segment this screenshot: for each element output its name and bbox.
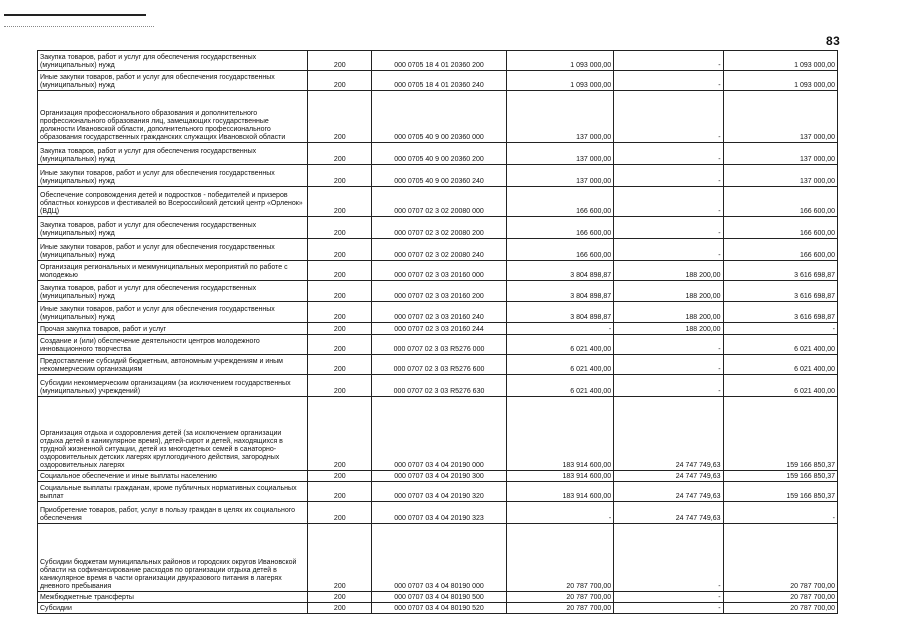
row-change-cell: - (614, 217, 723, 239)
row-name-cell: Иные закупки товаров, работ и услуг для обеспечения государственных (муниципальных) нужд (38, 165, 308, 187)
row-change-cell: 188 200,00 (614, 261, 723, 281)
table-row (38, 323, 838, 335)
table-row (38, 143, 838, 165)
row-plan-cell: 183 914 600,00 (506, 471, 613, 482)
row-change-cell: - (614, 335, 723, 355)
row-code-cell: 200 (308, 375, 372, 397)
row-name-cell: Иные закупки товаров, работ и услуг для обеспечения государственных (муниципальных) нужд (38, 71, 308, 91)
row-kbk-cell: 000 0707 03 4 04 80190 520 (372, 603, 507, 614)
row-total-cell: 6 021 400,00 (723, 355, 837, 375)
table-row (38, 502, 838, 524)
row-plan-cell: 1 093 000,00 (506, 71, 613, 91)
page-number: 83 (826, 34, 841, 48)
table-row (38, 217, 838, 239)
row-change-cell: - (614, 592, 723, 603)
row-name-cell: Закупка товаров, работ и услуг для обеспечения государственных (муниципальных) нужд (38, 281, 308, 302)
row-plan-cell: 137 000,00 (506, 165, 613, 187)
row-change-cell: - (614, 524, 723, 592)
row-change-cell: - (614, 91, 723, 143)
table-row (38, 302, 838, 323)
row-code-cell: 200 (308, 281, 372, 302)
row-plan-cell: 6 021 400,00 (506, 335, 613, 355)
row-kbk-cell: 000 0707 03 4 04 20190 300 (372, 471, 507, 482)
table-row (38, 592, 838, 603)
row-kbk-cell: 000 0707 03 4 04 80190 500 (372, 592, 507, 603)
row-name-cell: Организация отдыха и оздоровления детей (за исключением организации отдыха детей в каникулярное время), детей-сирот и детей, находящихся в трудной жизненной ситуации, детей из многодетных семей в санаторно-оздоровительных детских лагерях круглогодичного действия, загородных оздоровительных лагерях (38, 397, 308, 471)
budget-table-body (38, 51, 838, 614)
row-code-cell: 200 (308, 165, 372, 187)
row-kbk-cell: 000 0707 02 3 02 20080 240 (372, 239, 507, 261)
row-plan-cell: 166 600,00 (506, 187, 613, 217)
row-change-cell: - (614, 187, 723, 217)
table-row (38, 471, 838, 482)
header-rule (4, 14, 146, 16)
row-plan-cell: 3 804 898,87 (506, 302, 613, 323)
row-total-cell: - (723, 502, 837, 524)
row-code-cell: 200 (308, 91, 372, 143)
row-name-cell: Субсидии некоммерческим организациям (за исключением государственных (муниципальных) учреждений) (38, 375, 308, 397)
row-kbk-cell: 000 0707 02 3 03 R5276 630 (372, 375, 507, 397)
table-row (38, 524, 838, 592)
row-kbk-cell: 000 0707 03 4 04 20190 320 (372, 482, 507, 502)
row-code-cell: 200 (308, 471, 372, 482)
row-kbk-cell: 000 0707 02 3 03 20160 000 (372, 261, 507, 281)
row-name-cell: Приобретение товаров, работ, услуг в пользу граждан в целях их социального обеспечения (38, 502, 308, 524)
row-total-cell: 20 787 700,00 (723, 524, 837, 592)
row-total-cell: 3 616 698,87 (723, 302, 837, 323)
table-row (38, 51, 838, 71)
row-name-cell: Создание и (или) обеспечение деятельности центров молодежного инновационного творчества (38, 335, 308, 355)
table-row (38, 239, 838, 261)
table-row (38, 603, 838, 614)
row-kbk-cell: 000 0707 03 4 04 20190 323 (372, 502, 507, 524)
row-total-cell: 166 600,00 (723, 239, 837, 261)
row-plan-cell: - (506, 502, 613, 524)
row-total-cell: 3 616 698,87 (723, 281, 837, 302)
row-name-cell: Социальное обеспечение и иные выплаты населению (38, 471, 308, 482)
row-kbk-cell: 000 0705 18 4 01 20360 200 (372, 51, 507, 71)
row-name-cell: Прочая закупка товаров, работ и услуг (38, 323, 308, 335)
row-name-cell: Субсидии (38, 603, 308, 614)
row-name-cell: Закупка товаров, работ и услуг для обеспечения государственных (муниципальных) нужд (38, 143, 308, 165)
row-name-cell: Предоставление субсидий бюджетным, автономным учреждениям и иным некоммерческим организациям (38, 355, 308, 375)
row-plan-cell: 20 787 700,00 (506, 592, 613, 603)
row-change-cell: 24 747 749,63 (614, 502, 723, 524)
row-code-cell: 200 (308, 143, 372, 165)
table-row (38, 397, 838, 471)
row-plan-cell: 137 000,00 (506, 143, 613, 165)
row-code-cell: 200 (308, 323, 372, 335)
row-change-cell: 188 200,00 (614, 323, 723, 335)
row-plan-cell: 1 093 000,00 (506, 51, 613, 71)
row-plan-cell: - (506, 323, 613, 335)
row-total-cell: 20 787 700,00 (723, 603, 837, 614)
row-change-cell: - (614, 143, 723, 165)
row-total-cell: 6 021 400,00 (723, 335, 837, 355)
row-code-cell: 200 (308, 217, 372, 239)
budget-table (37, 50, 838, 614)
row-plan-cell: 183 914 600,00 (506, 397, 613, 471)
row-total-cell: 1 093 000,00 (723, 51, 837, 71)
row-code-cell: 200 (308, 261, 372, 281)
table-row (38, 281, 838, 302)
row-name-cell: Обеспечение сопровождения детей и подростков - победителей и призеров областных конкурсов и фестивалей во Всероссийский детский центр «Орленок» (ВДЦ) (38, 187, 308, 217)
row-code-cell: 200 (308, 302, 372, 323)
row-total-cell: 3 616 698,87 (723, 261, 837, 281)
row-change-cell: 188 200,00 (614, 302, 723, 323)
row-name-cell: Иные закупки товаров, работ и услуг для обеспечения государственных (муниципальных) нужд (38, 239, 308, 261)
row-plan-cell: 183 914 600,00 (506, 482, 613, 502)
header-scribble (4, 26, 154, 31)
row-change-cell: 24 747 749,63 (614, 397, 723, 471)
row-name-cell: Субсидии бюджетам муниципальных районов и городских округов Ивановской области на софинансирование расходов по организации отдыха детей в каникулярное время в части организации двухразового питания в лагерях дневного пребывания (38, 524, 308, 592)
row-code-cell: 200 (308, 335, 372, 355)
row-name-cell: Организация региональных и межмуниципальных мероприятий по работе с молодежью (38, 261, 308, 281)
row-code-cell: 200 (308, 397, 372, 471)
row-code-cell: 200 (308, 603, 372, 614)
row-total-cell: - (723, 323, 837, 335)
row-change-cell: 24 747 749,63 (614, 482, 723, 502)
row-total-cell: 137 000,00 (723, 165, 837, 187)
row-kbk-cell: 000 0707 02 3 02 20080 000 (372, 187, 507, 217)
row-kbk-cell: 000 0705 18 4 01 20360 240 (372, 71, 507, 91)
row-kbk-cell: 000 0705 40 9 00 20360 240 (372, 165, 507, 187)
row-total-cell: 166 600,00 (723, 217, 837, 239)
row-kbk-cell: 000 0705 40 9 00 20360 200 (372, 143, 507, 165)
row-kbk-cell: 000 0707 02 3 03 R5276 000 (372, 335, 507, 355)
row-code-cell: 200 (308, 239, 372, 261)
row-total-cell: 137 000,00 (723, 143, 837, 165)
row-change-cell: - (614, 355, 723, 375)
row-total-cell: 166 600,00 (723, 187, 837, 217)
row-plan-cell: 20 787 700,00 (506, 603, 613, 614)
table-row (38, 91, 838, 143)
table-row (38, 71, 838, 91)
row-change-cell: - (614, 165, 723, 187)
row-name-cell: Иные закупки товаров, работ и услуг для обеспечения государственных (муниципальных) нужд (38, 302, 308, 323)
row-name-cell: Межбюджетные трансферты (38, 592, 308, 603)
row-plan-cell: 166 600,00 (506, 239, 613, 261)
row-total-cell: 20 787 700,00 (723, 592, 837, 603)
row-change-cell: 24 747 749,63 (614, 471, 723, 482)
row-plan-cell: 3 804 898,87 (506, 281, 613, 302)
row-plan-cell: 6 021 400,00 (506, 375, 613, 397)
row-name-cell: Организация профессионального образования и дополнительного профессионального образования лиц, замещающих государственные должности Ивановской области, дополнительного профессионального образования государственных гражданских служащих Ивановской области (38, 91, 308, 143)
row-plan-cell: 6 021 400,00 (506, 355, 613, 375)
row-kbk-cell: 000 0707 03 4 04 20190 000 (372, 397, 507, 471)
table-row (38, 261, 838, 281)
row-kbk-cell: 000 0707 02 3 03 20160 244 (372, 323, 507, 335)
row-code-cell: 200 (308, 187, 372, 217)
row-total-cell: 1 093 000,00 (723, 71, 837, 91)
row-total-cell: 159 166 850,37 (723, 397, 837, 471)
row-code-cell: 200 (308, 524, 372, 592)
row-code-cell: 200 (308, 355, 372, 375)
row-change-cell: 188 200,00 (614, 281, 723, 302)
row-code-cell: 200 (308, 482, 372, 502)
table-row (38, 165, 838, 187)
row-change-cell: - (614, 51, 723, 71)
row-name-cell: Закупка товаров, работ и услуг для обеспечения государственных (муниципальных) нужд (38, 51, 308, 71)
table-row (38, 335, 838, 355)
table-row (38, 355, 838, 375)
row-plan-cell: 3 804 898,87 (506, 261, 613, 281)
row-code-cell: 200 (308, 71, 372, 91)
row-name-cell: Закупка товаров, работ и услуг для обеспечения государственных (муниципальных) нужд (38, 217, 308, 239)
row-plan-cell: 20 787 700,00 (506, 524, 613, 592)
row-code-cell: 200 (308, 502, 372, 524)
table-row (38, 375, 838, 397)
row-name-cell: Социальные выплаты гражданам, кроме публичных нормативных социальных выплат (38, 482, 308, 502)
row-kbk-cell: 000 0707 02 3 03 20160 240 (372, 302, 507, 323)
row-kbk-cell: 000 0707 02 3 03 R5276 600 (372, 355, 507, 375)
row-plan-cell: 137 000,00 (506, 91, 613, 143)
row-change-cell: - (614, 71, 723, 91)
row-plan-cell: 166 600,00 (506, 217, 613, 239)
table-row (38, 482, 838, 502)
row-total-cell: 6 021 400,00 (723, 375, 837, 397)
row-code-cell: 200 (308, 51, 372, 71)
table-row (38, 187, 838, 217)
row-code-cell: 200 (308, 592, 372, 603)
row-kbk-cell: 000 0707 03 4 04 80190 000 (372, 524, 507, 592)
row-change-cell: - (614, 375, 723, 397)
row-kbk-cell: 000 0705 40 9 00 20360 000 (372, 91, 507, 143)
row-kbk-cell: 000 0707 02 3 02 20080 200 (372, 217, 507, 239)
row-kbk-cell: 000 0707 02 3 03 20160 200 (372, 281, 507, 302)
row-change-cell: - (614, 603, 723, 614)
row-total-cell: 137 000,00 (723, 91, 837, 143)
row-change-cell: - (614, 239, 723, 261)
row-total-cell: 159 166 850,37 (723, 471, 837, 482)
row-total-cell: 159 166 850,37 (723, 482, 837, 502)
